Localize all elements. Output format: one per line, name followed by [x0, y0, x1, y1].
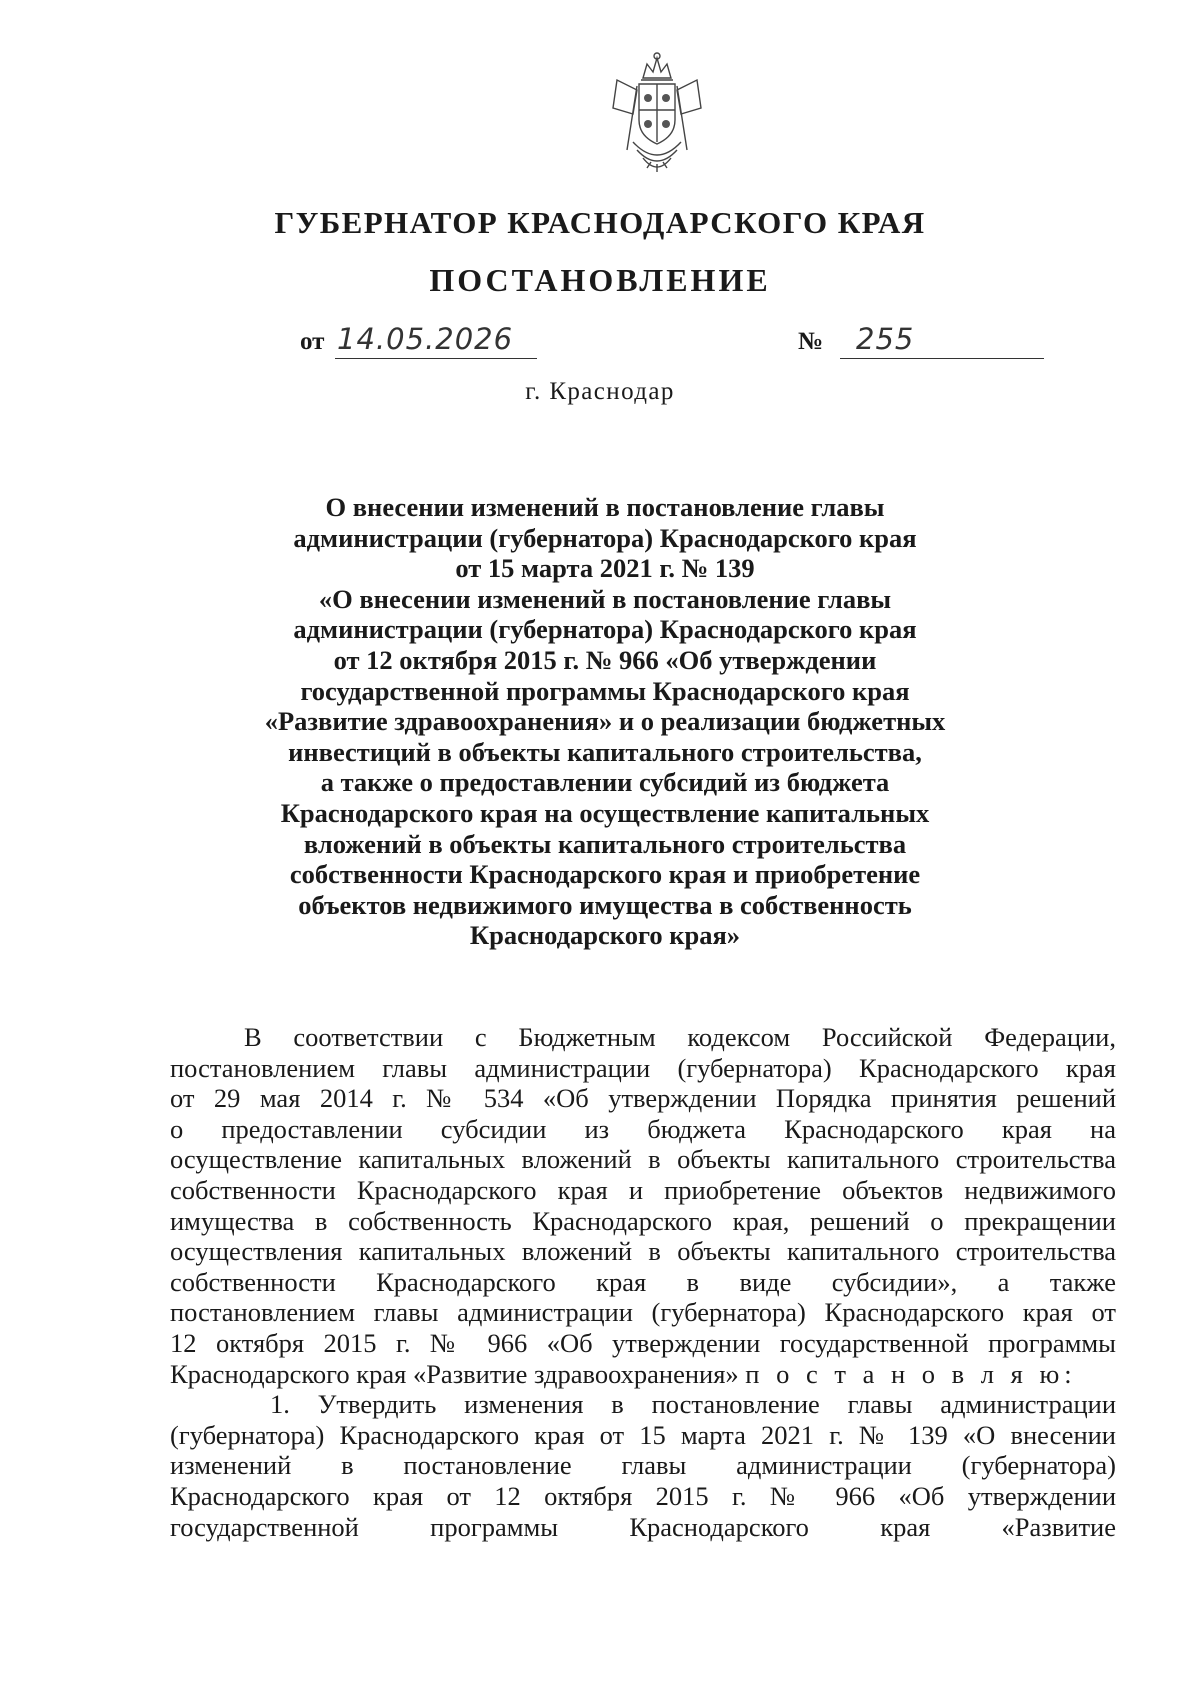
- number-value: 255: [840, 320, 1044, 359]
- date-field: [300, 322, 514, 356]
- body-line: собственности Краснодарского края и приобретение объектов недвижимого: [170, 1174, 1116, 1205]
- body-line: государственной программы Краснодарского края «Развитие: [170, 1511, 1116, 1542]
- title-line: администрации (губернатора) Краснодарского края: [293, 614, 917, 645]
- title-line: Краснодарского края»: [469, 920, 741, 951]
- body-line: В соответствии с Бюджетным кодексом Российской Федерации,: [244, 1022, 1116, 1052]
- title-line: Краснодарского края на осуществление капитальных: [280, 797, 930, 828]
- body-line: о предоставлении субсидии из бюджета Краснодарского края на: [170, 1113, 1116, 1144]
- title-line: инвестиций в объекты капитального строительства,: [288, 736, 922, 767]
- number-field: [798, 322, 915, 356]
- body-line: (губернатора) Краснодарского края от 15 марта 2021 г. № 139 «О внесении: [170, 1419, 1116, 1450]
- body-line: постановлением главы администрации (губернатора) Краснодарского края от: [170, 1297, 1116, 1328]
- body-line: осуществление капитальных вложений в объекты капитального строительства: [170, 1144, 1116, 1175]
- body-line: имущества в собственность Краснодарского края, решений о прекращении: [170, 1205, 1116, 1236]
- title-line: государственной программы Краснодарского края: [300, 675, 910, 706]
- body-line: от 29 мая 2014 г. № 534 «Об утверждении Порядка принятия решений: [170, 1083, 1116, 1114]
- body-line: постановлением главы администрации (губернатора) Краснодарского края: [170, 1052, 1116, 1083]
- document-title: [250, 492, 960, 951]
- body-line: 12 октября 2015 г. № 966 «Об утверждении государственной программы: [170, 1327, 1116, 1358]
- title-line: объектов недвижимого имущества в собственность: [298, 889, 912, 920]
- body-line: изменений в постановление главы администрации (губернатора): [170, 1450, 1116, 1481]
- coat-of-arms-emblem: [603, 50, 711, 180]
- document-body: [170, 1022, 1116, 1542]
- title-line: от 12 октября 2015 г. № 966 «Об утверждении: [333, 644, 877, 675]
- title-line: вложений в объекты капитального строительства: [303, 828, 907, 859]
- title-line: от 15 марта 2021 г. № 139: [455, 553, 755, 584]
- title-line: «Развитие здравоохранения» и о реализации бюджетных: [264, 706, 946, 737]
- body-line: 1. Утвердить изменения в постановление главы администрации: [270, 1389, 1116, 1420]
- title-line: а также о предоставлении субсидий из бюджета: [320, 767, 890, 798]
- body-line: Краснодарского края от 12 октября 2015 г. № 966 «Об утверждении: [170, 1480, 1116, 1511]
- title-line: собственности Краснодарского края и приобретение: [289, 859, 921, 890]
- date-value: 14.05.2026: [335, 320, 537, 359]
- number-prefix: №: [798, 328, 824, 355]
- body-line-text: Краснодарского края «Развитие здравоохранения»: [170, 1358, 739, 1389]
- date-prefix: от: [300, 328, 325, 355]
- body-line: собственности Краснодарского края в виде субсидии», а также: [170, 1266, 1116, 1297]
- title-line: «О внесении изменений в постановление главы: [318, 583, 892, 614]
- city: г. Краснодар: [525, 378, 675, 405]
- document-type: ПОСТАНОВЛЕНИЕ: [429, 262, 771, 298]
- title-line: О внесении изменений в постановление главы: [325, 492, 885, 522]
- decree-word: п о с т а н о в л я ю:: [745, 1358, 1077, 1389]
- body-line: [170, 1359, 1116, 1390]
- title-line: администрации (губернатора) Краснодарского края: [293, 522, 917, 553]
- body-line: осуществления капитальных вложений в объекты капитального строительства: [170, 1236, 1116, 1267]
- issuing-authority: ГУБЕРНАТОР КРАСНОДАРСКОГО КРАЯ: [274, 205, 926, 240]
